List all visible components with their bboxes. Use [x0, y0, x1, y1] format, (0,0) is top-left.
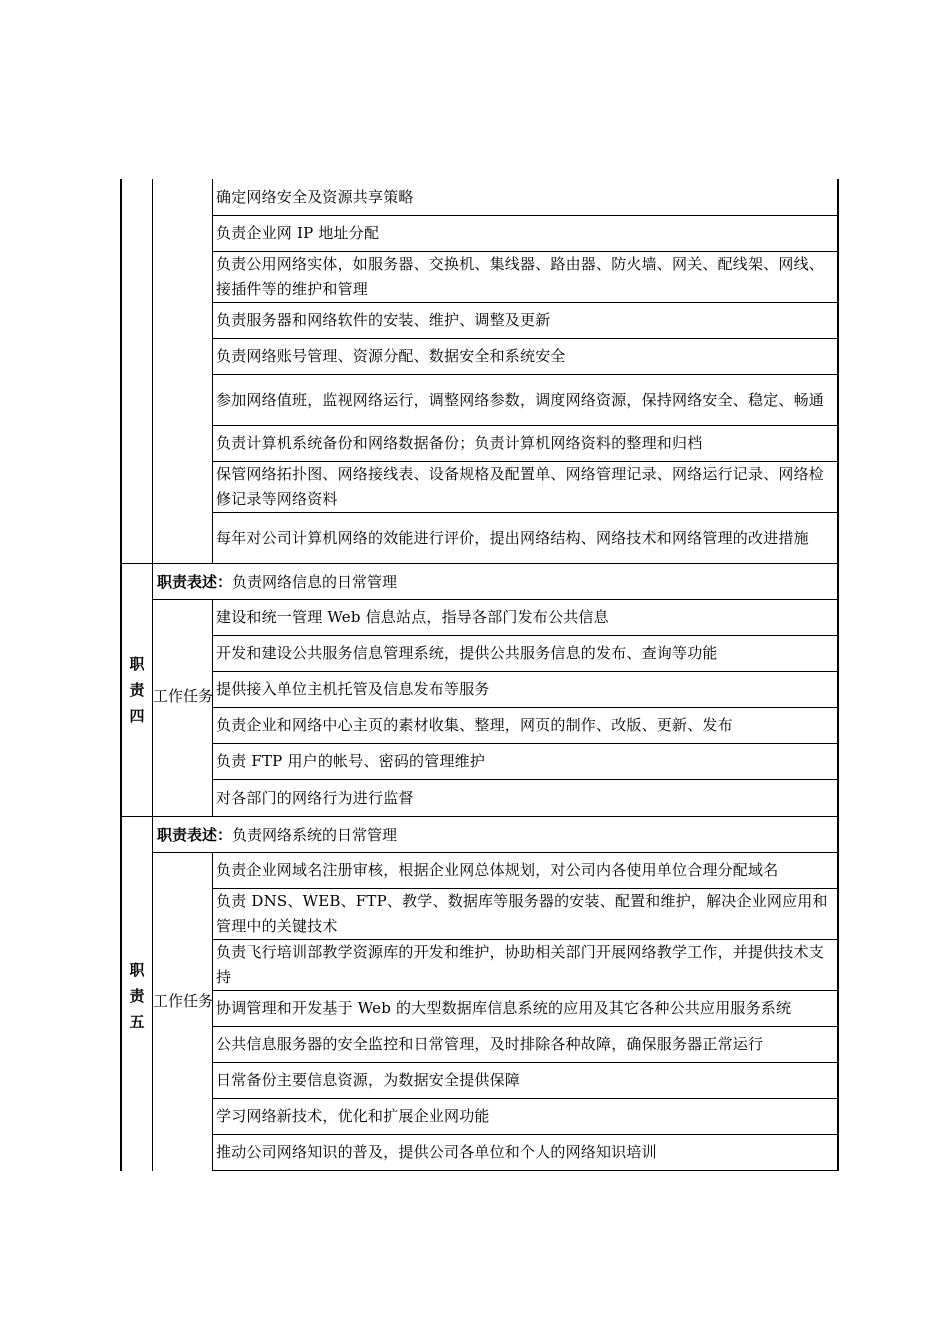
duty-4-description	[157, 564, 837, 600]
task-text: 对各部门的网络行为进行监督	[216, 788, 414, 807]
task-cell	[216, 636, 834, 671]
task-text: 开发和建设公共服务信息管理系统，提供公共服务信息的发布、查询等功能	[216, 644, 718, 662]
duty-5-description	[157, 817, 837, 853]
task-text: 负责公用网络实体，如服务器、交换机、集线器、路由器、防火墙、网关、配线架、网线、接插件等的维护和管理	[216, 255, 825, 298]
task-text: 负责 DNS、WEB、FTP、教学、数据库等服务器的安装、配置和维护，解决企业网应用和管理中的关键技术	[216, 892, 828, 935]
task-cell	[216, 180, 834, 215]
task-cell	[216, 252, 834, 302]
task-cell	[216, 375, 834, 425]
task-text: 提供接入单位主机托管及信息发布等服务	[216, 680, 490, 698]
task-text: 确定网络安全及资源共享策略	[216, 188, 414, 206]
row-divider	[212, 1170, 839, 1171]
task-cell	[216, 853, 834, 888]
column-divider-2	[212, 179, 213, 564]
task-text: 负责企业网域名注册审核，根据企业网总体规划，对公司内各使用单位合理分配域名	[216, 861, 779, 879]
task-cell	[216, 991, 834, 1026]
task-text: 负责企业和网络中心主页的素材收集、整理，网页的制作、改版、更新、发布	[216, 716, 733, 734]
table-left-border	[120, 179, 122, 1171]
task-cell	[216, 672, 834, 707]
description-text: 负责网络信息的日常管理	[232, 573, 398, 591]
task-cell	[216, 462, 834, 512]
task-cell	[216, 1135, 834, 1170]
duty-5-work-label: 工作任务	[153, 992, 214, 1010]
task-cell	[216, 303, 834, 338]
task-cell	[216, 339, 834, 374]
task-text: 推动公司网络知识的普及，提供公司各单位和个人的网络知识培训	[216, 1143, 657, 1161]
task-text: 公共信息服务器的安全监控和日常管理，及时排除各种故障，确保服务器正常运行	[216, 1035, 764, 1053]
column-divider-1	[152, 179, 153, 564]
task-cell	[216, 889, 834, 939]
task-cell	[216, 1027, 834, 1062]
task-text: 日常备份主要信息资源，为数据安全提供保障	[216, 1071, 521, 1089]
description-label: 职责表述：	[157, 573, 233, 591]
description-text: 负责网络系统的日常管理	[232, 826, 398, 844]
task-cell	[216, 600, 834, 635]
task-text: 负责服务器和网络软件的安装、维护、调整及更新	[216, 311, 551, 329]
task-text: 负责计算机系统备份和网络数据备份；负责计算机网络资料的整理和归档	[216, 434, 703, 452]
task-cell	[216, 1063, 834, 1098]
task-text: 协调管理和开发基于 Web 的大型数据库信息系统的应用及其它各种公共应用服务系统	[216, 999, 792, 1017]
table-right-border	[837, 179, 839, 1171]
task-cell	[216, 708, 834, 743]
task-text: 学习网络新技术，优化和扩展企业网功能	[216, 1107, 490, 1125]
task-text: 负责 FTP 用户的帐号、密码的管理维护	[216, 752, 486, 770]
duty-4-label: 职责四	[129, 655, 145, 725]
duty-5-label: 职责五	[129, 961, 145, 1031]
task-cell	[216, 216, 834, 251]
task-text: 负责网络账号管理、资源分配、数据安全和系统安全	[216, 347, 566, 365]
task-text: 每年对公司计算机网络的效能进行评价，提出网络结构、网络技术和网络管理的改进措施	[216, 528, 809, 547]
task-text: 保管网络拓扑图、网络接线表、设备规格及配置单、网络管理记录、网络运行记录、网络检修记录等网络资料	[216, 465, 825, 508]
task-cell	[216, 780, 834, 816]
task-cell	[216, 513, 834, 563]
task-cell	[216, 426, 834, 461]
task-text: 参加网络值班，监视网络运行，调整网络参数，调度网络资源，保持网络安全、稳定、畅通	[216, 390, 825, 409]
task-cell	[216, 744, 834, 779]
task-cell	[216, 1099, 834, 1134]
task-cell	[216, 940, 834, 990]
task-text: 建设和统一管理 Web 信息站点，指导各部门发布公共信息	[216, 608, 609, 626]
duty-4-work-label: 工作任务	[153, 687, 214, 705]
task-text: 负责飞行培训部教学资源库的开发和维护，协助相关部门开展网络教学工作，并提供技术支持	[216, 943, 825, 986]
task-text: 负责企业网 IP 地址分配	[216, 224, 380, 242]
description-label: 职责表述：	[157, 826, 233, 844]
